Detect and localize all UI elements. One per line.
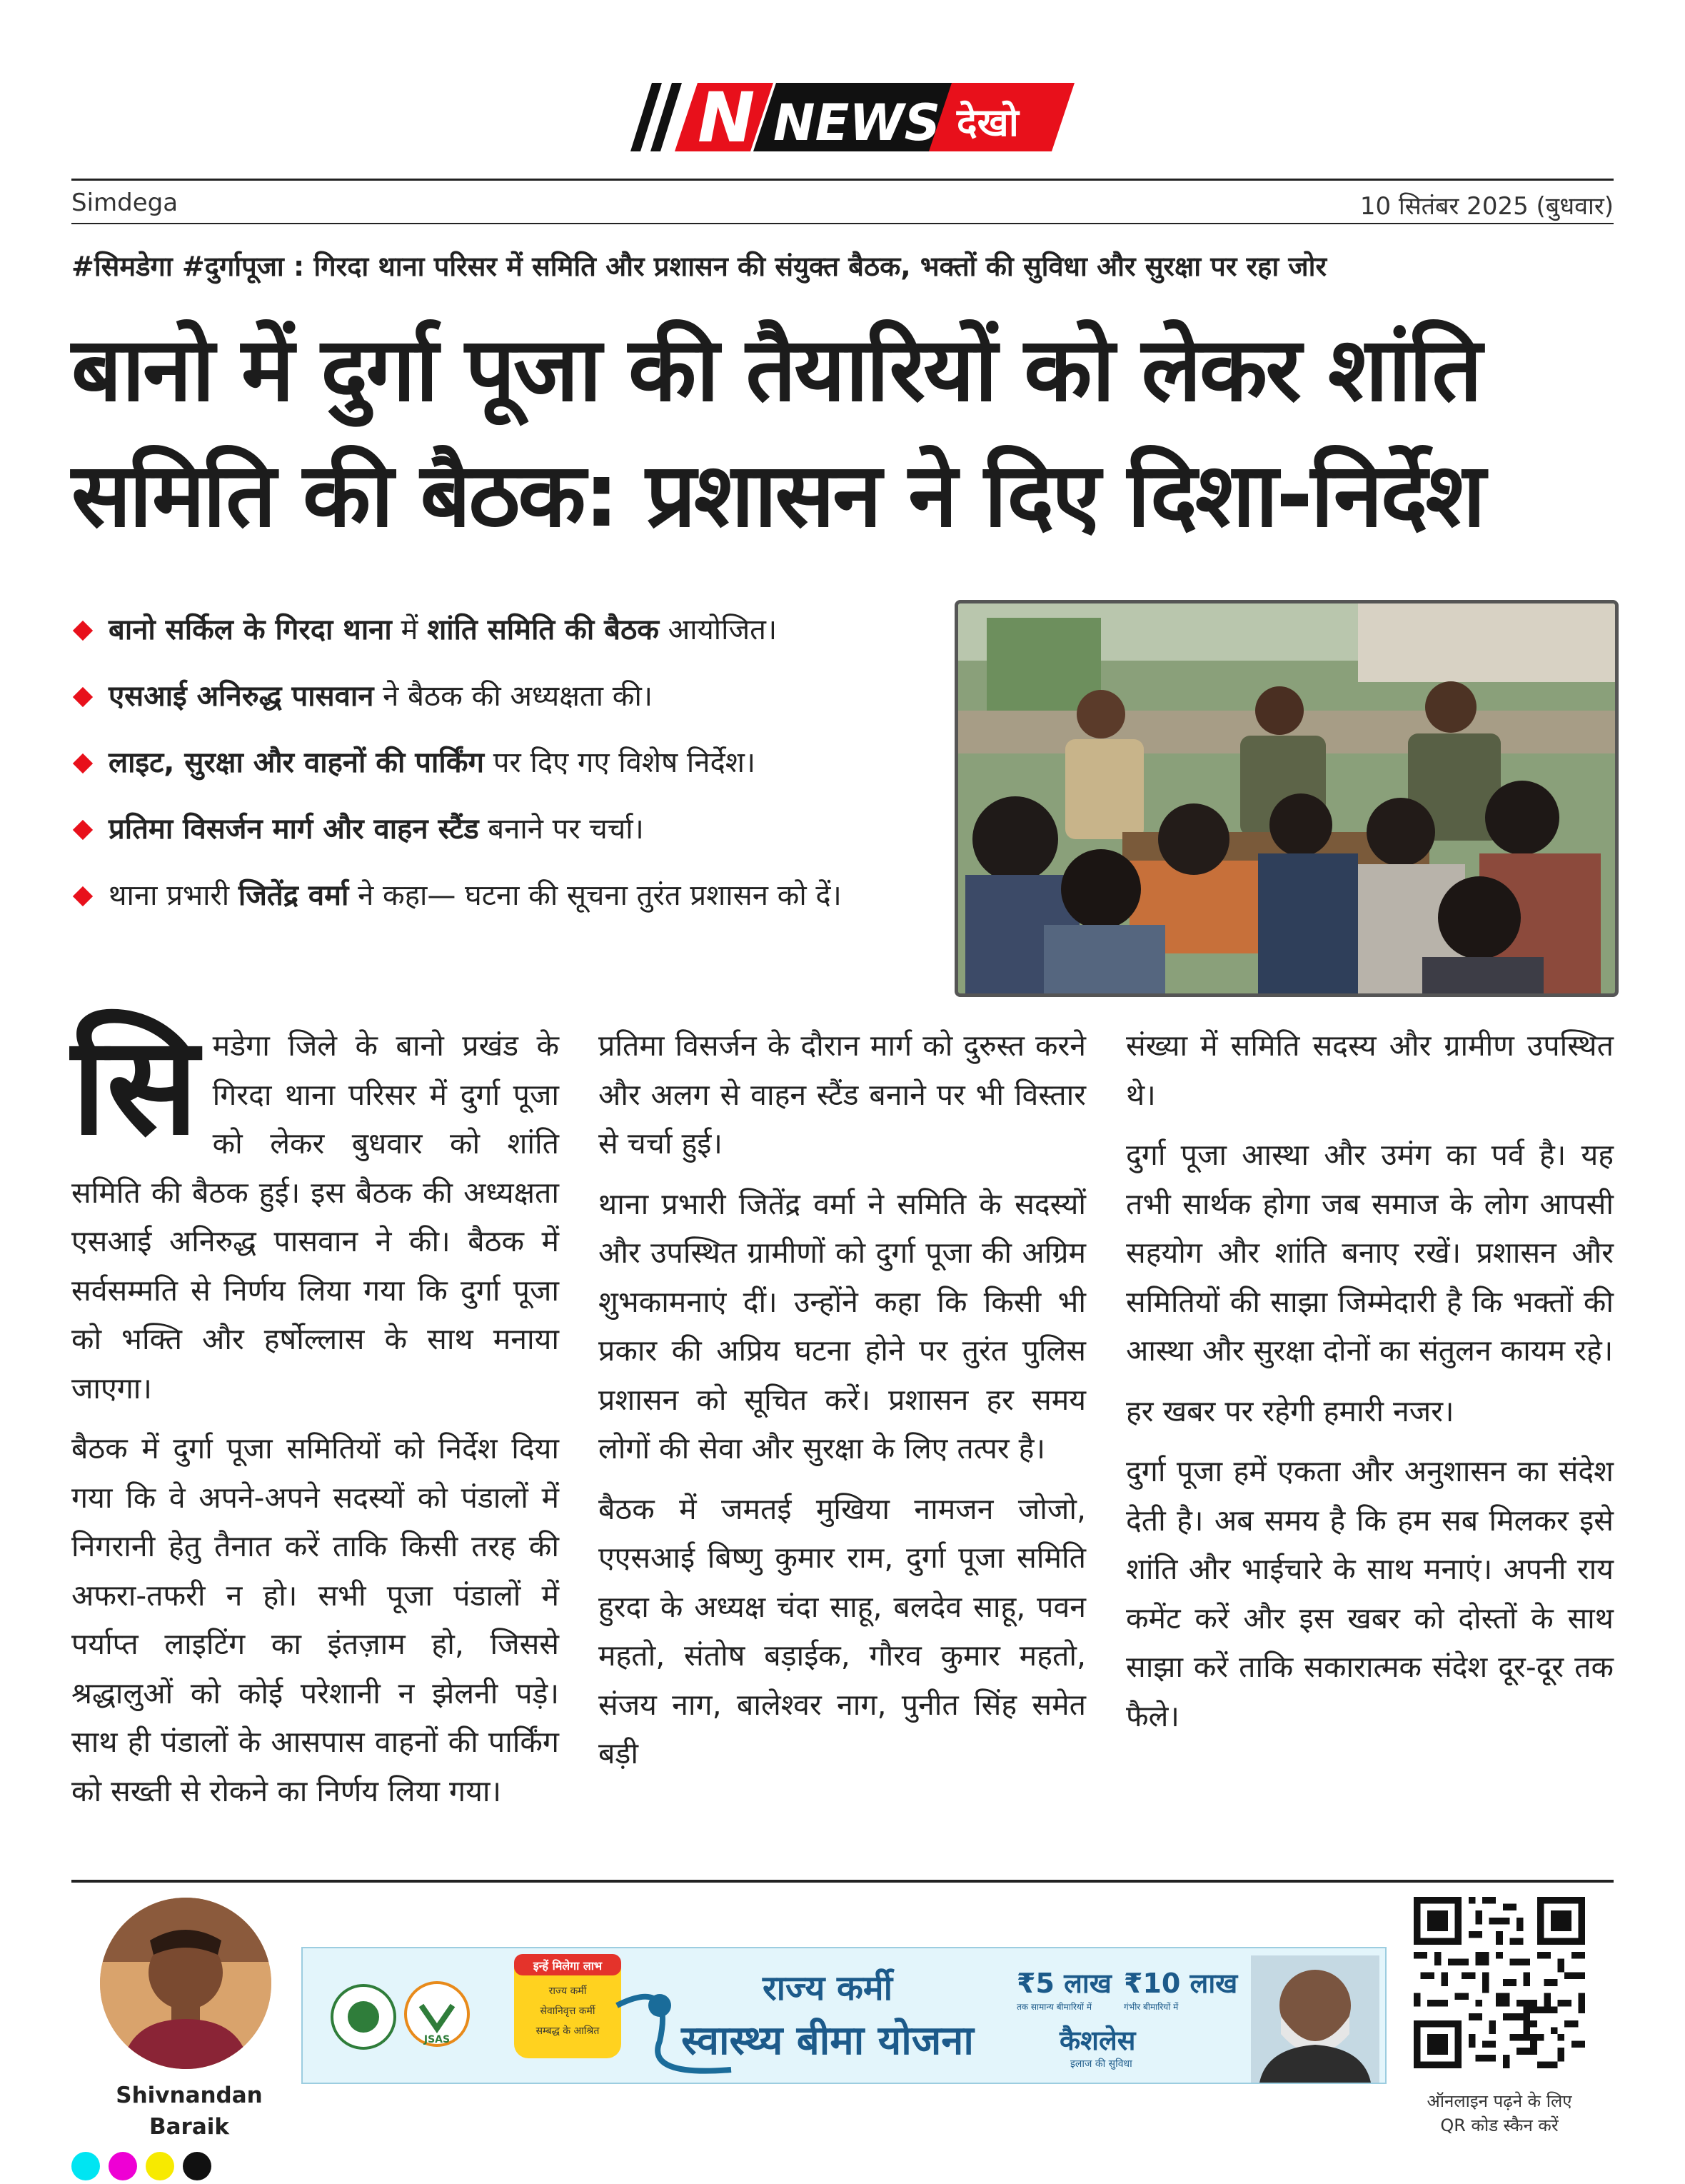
- article-column-3: [1126, 1021, 1614, 1752]
- article-paragraph: बैठक में दुर्गा पूजा समितियों को निर्देश दिया गया कि वे अपने-अपने सदस्यों को पंडालों में निगरानी हेतु तैनात करें ताकि किसी तरह की अफरा-तफरी न हो। सभी पूजा पंडालों में पर्याप्त लाइटिंग का इंतज़ाम हो, जिससे श्रद्धालुओं को कोई परेशानी न झेलनी पड़े। साथ ही पंडालों के आसपास वाहनों की पार्किंग को सख्ती से रोकने का निर्णय लिया गया।: [71, 1431, 559, 1808]
- svg-text:गंभीर बीमारियों में: गंभीर बीमारियों में: [1124, 2002, 1179, 2012]
- meeting-photo-illustration: [958, 603, 1615, 993]
- ad-title-1: राज्य कर्मी: [762, 1968, 893, 2008]
- svg-text:इन्हें मिलेगा लाभ: इन्हें मिलेगा लाभ: [533, 1959, 603, 1973]
- logo-letter: N: [698, 79, 755, 154]
- author-avatar-illustration: [100, 1898, 271, 2069]
- drop-cap: सि: [71, 1007, 198, 1165]
- svg-text:राज्य कर्मी: राज्य कर्मी: [548, 1985, 587, 1997]
- top-rule: [71, 179, 1614, 181]
- diamond-bullet-icon: [73, 886, 93, 906]
- svg-text:₹10 लाख: ₹10 लाख: [1124, 1968, 1238, 1999]
- diamond-bullet-icon: [73, 687, 93, 707]
- qr-caption: ऑनलाइन पढ़ने के लिए QR कोड स्कैन करें: [1427, 2091, 1572, 2135]
- article-paragraph: बैठक में जमतई मुखिया नामजन जोजो, एएसआई बिष्णु कुमार राम, दुर्गा पूजा समिति हुरदा के अध्यक्ष चंदा साहू, बलदेव साहू, पवन महतो, संतोष बड़ाईक, गौरव कुमार महतो, संजय नाग, बालेश्वर नाग, पुनीत सिंह समेत बड़ी: [598, 1491, 1086, 1770]
- article-paragraph: प्रतिमा विसर्जन के दौरान मार्ग को दुरुस्त करने और अलग से वाहन स्टैंड बनाने पर भी विस्तार से चर्चा हुई।: [598, 1028, 1086, 1161]
- logo-hindi: देखो: [957, 100, 1019, 145]
- article-paragraph: सिमडेगा जिले के बानो प्रखंड के गिरदा थाना परिसर में दुर्गा पूजा को लेकर बुधवार को शांति समिति की बैठक हुई। इस बैठक की अध्यक्षता एसआई अनिरुद्ध पासवान ने की। बैठक में सर्वसम्मति से निर्णय लिया गया कि दुर्गा पूजा को भक्ति और हर्षोल्लास के साथ मनाया जाएगा।: [71, 1007, 559, 1406]
- headline: [71, 307, 1628, 558]
- svg-text:इलाज की सुविधा: इलाज की सुविधा: [1070, 2058, 1132, 2070]
- article-paragraph: संख्या में समिति सदस्य और ग्रामीण उपस्थित थे।: [1126, 1028, 1614, 1112]
- footer-rule: [71, 1880, 1614, 1883]
- jsas-label: JSAS: [423, 2034, 451, 2045]
- svg-text:सेवानिवृत्त कर्मी: सेवानिवृत्त कर्मी: [540, 2005, 595, 2017]
- masthead: [71, 79, 1614, 157]
- newspaper-page: [71, 0, 1614, 2184]
- headline-line-1: बानो में दुर्गा पूजा की तैयारियों को लेकर शांति: [71, 319, 1481, 421]
- article-paragraph: थाना प्रभारी जितेंद्र वर्मा ने समिति के सदस्यों और उपस्थित ग्रामीणों को दुर्गा पूजा की अग्रिम शुभकामनाएं दीं। उन्होंने कहा कि किसी भी प्रकार की अप्रिय घटना होने पर तुरंत पुलिस प्रशासन को सूचित करें। प्रशासन हर समय लोगों की सेवा और सुरक्षा के लिए तत्पर है।: [598, 1186, 1086, 1466]
- author-avatar: [100, 1898, 271, 2069]
- article-column-2: [598, 1021, 1086, 1790]
- diamond-bullet-icon: [73, 753, 93, 773]
- svg-text:₹5 लाख: ₹5 लाख: [1017, 1968, 1112, 1999]
- highlight-item: बानो सर्किल के गिरदा थाना में शांति समिति की बैठक आयोजित।: [71, 604, 928, 656]
- publish-date: 10 सितंबर 2025 (बुधवार): [1359, 192, 1614, 221]
- meeting-photo: [955, 600, 1619, 997]
- article-paragraph: हर खबर पर रहेगी हमारी नजर।: [1126, 1393, 1454, 1428]
- svg-text:तक सामान्य बीमारियों में: तक सामान्य बीमारियों में: [1017, 2002, 1092, 2012]
- kicker: #सिमडेगा #दुर्गापूजा : गिरदा थाना परिसर में समिति और प्रशासन की संयुक्त बैठक, भक्तों की सुविधा और सुरक्षा पर रहा जोर: [71, 251, 1327, 282]
- black-dot: [183, 2152, 211, 2180]
- highlight-item: एसआई अनिरुद्ध पासवान ने बैठक की अध्यक्षता की।: [71, 671, 928, 722]
- yellow-dot: [146, 2152, 174, 2180]
- diamond-bullet-icon: [73, 820, 93, 840]
- dateline: [71, 186, 1614, 220]
- ad-banner-graphic: [303, 1948, 1385, 2083]
- news-dekho-logo[interactable]: [618, 79, 1075, 154]
- logo-word: NEWS: [773, 94, 941, 152]
- qr-code-icon: [1414, 1897, 1585, 2068]
- print-color-dots: [71, 2152, 220, 2183]
- diamond-bullet-icon: [73, 621, 93, 641]
- highlight-item: थाना प्रभारी जितेंद्र वर्मा ने कहा— घटना की सूचना तुरंत प्रशासन को दें।: [71, 870, 928, 921]
- svg-text:सम्बद्ध के आश्रित: सम्बद्ध के आश्रित: [535, 2025, 600, 2037]
- svg-text:कैशलेस: कैशलेस: [1060, 2025, 1136, 2056]
- health-insurance-ad[interactable]: [301, 1947, 1387, 2084]
- dateline-rule: [71, 223, 1614, 224]
- qr-code[interactable]: [1414, 1897, 1585, 2068]
- cyan-dot: [71, 2152, 100, 2180]
- article-column-1: [71, 1007, 559, 1827]
- highlight-item: प्रतिमा विसर्जन मार्ग और वाहन स्टैंड बनाने पर चर्चा।: [71, 803, 928, 855]
- headline-line-2: समिति की बैठक: प्रशासन ने दिए दिशा-निर्देश: [71, 444, 1484, 547]
- author-name: Shivnandan Baraik: [116, 2083, 263, 2140]
- location: Simdega: [71, 189, 178, 217]
- article-paragraph: दुर्गा पूजा हमें एकता और अनुशासन का संदेश देती है। अब समय है कि हम सब मिलकर इसे शांति और भाईचारे के साथ मनाएं। अपनी राय कमेंट करें और इस खबर को दोस्तों के साथ साझा करें ताकि सकारात्मक संदेश दूर-दूर तक फैले।: [1126, 1454, 1614, 1733]
- ad-title-2: स्वास्थ्य बीमा योजना: [681, 2018, 974, 2064]
- article-paragraph: दुर्गा पूजा आस्था और उमंग का पर्व है। यह तभी सार्थक होगा जब समाज के लोग आपसी सहयोग और शांति बनाए रखें। प्रशासन और समितियों की साझा जिम्मेदारी है कि भक्तों की आस्था और सुरक्षा दोनों का संतुलन कायम रहे।: [1126, 1138, 1614, 1368]
- highlights-list: [71, 604, 928, 936]
- highlight-item: लाइट, सुरक्षा और वाहनों की पार्किंग पर दिए गए विशेष निर्देश।: [71, 737, 928, 788]
- magenta-dot: [109, 2152, 137, 2180]
